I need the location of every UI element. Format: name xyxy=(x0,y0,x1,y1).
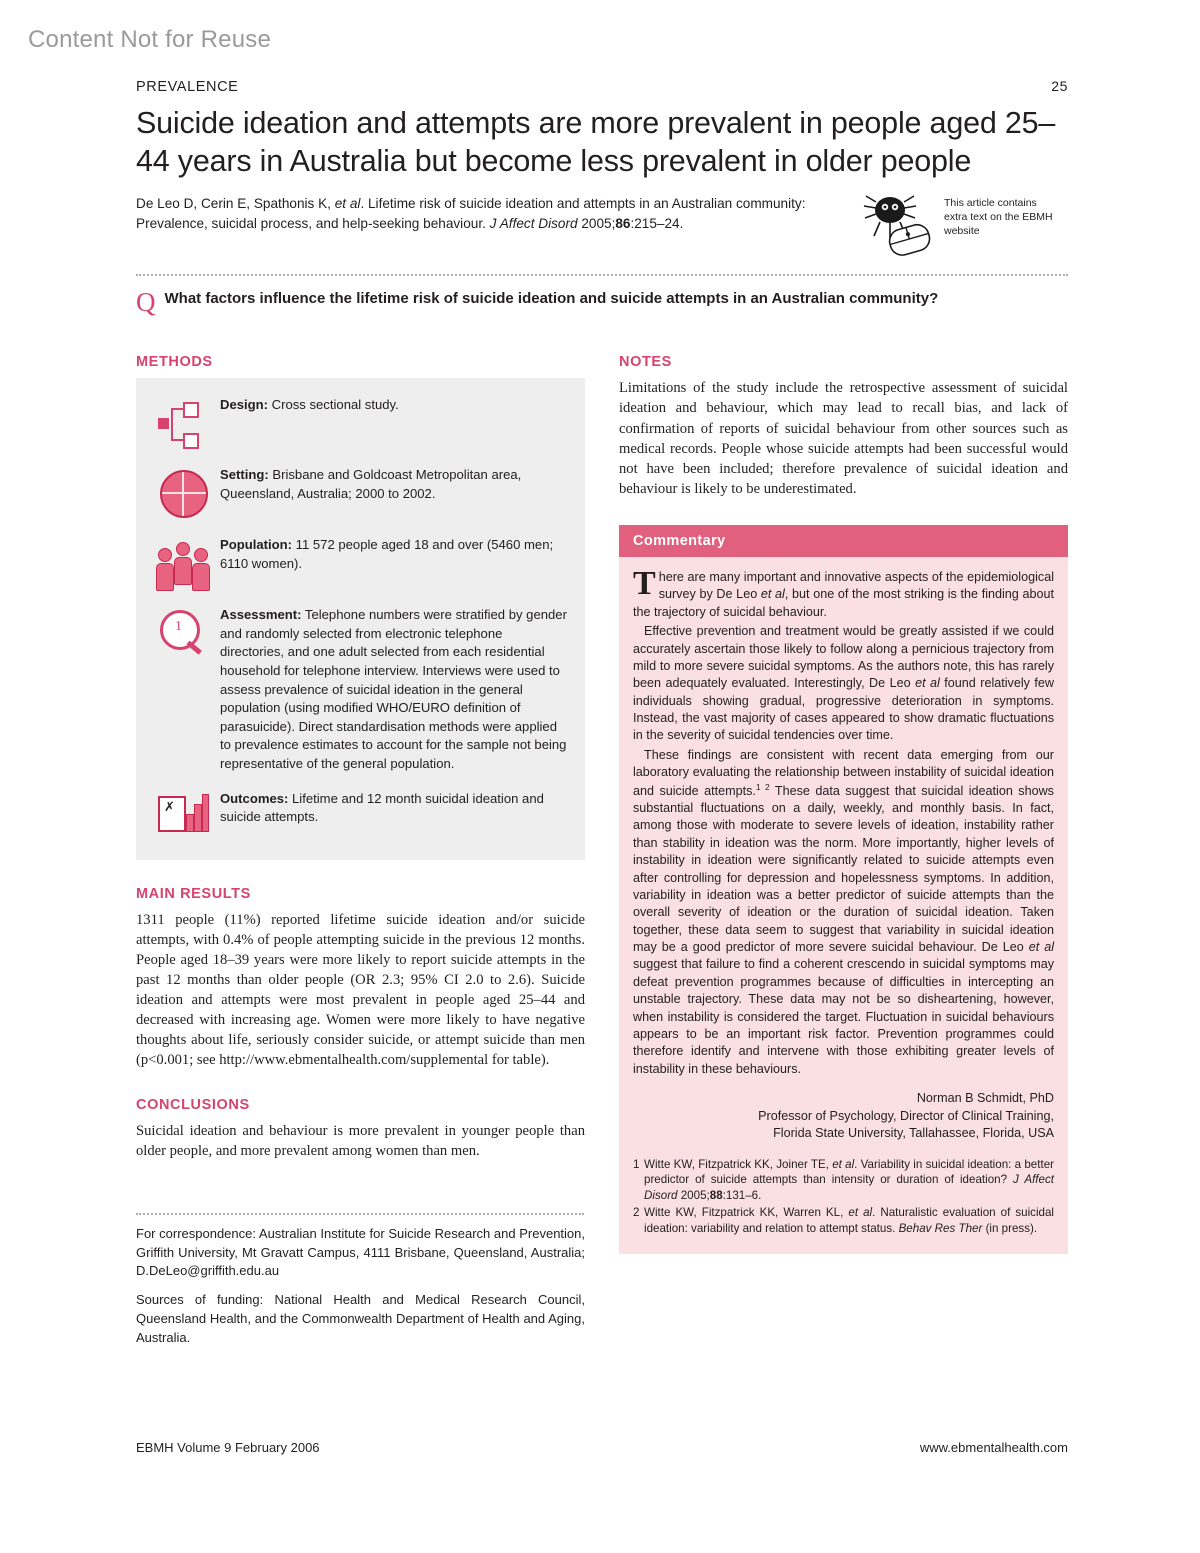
reference-authors: Witte KW, Fitzpatrick KK, Joiner TE, xyxy=(644,1157,833,1171)
commentary-paragraph-3 xyxy=(633,747,1054,1078)
drop-cap: T xyxy=(633,565,656,603)
methods-heading: METHODS xyxy=(136,354,213,371)
methods-row-assessment xyxy=(152,606,569,773)
methods-value: Lifetime and 12 month suicidal ideation and suicide attempts. xyxy=(220,790,544,825)
reference-year: 2005; xyxy=(677,1188,710,1202)
divider-dotted-top xyxy=(136,274,1068,276)
reference-item xyxy=(633,1205,1054,1236)
commentary-references xyxy=(633,1157,1054,1236)
citation-authors: De Leo D, Cerin E, Spathonis K, xyxy=(136,196,335,211)
citation-pages: :215–24. xyxy=(630,215,684,231)
signature-name: Norman B Schmidt, PhD xyxy=(916,1091,1054,1106)
methods-label: Design: xyxy=(220,397,269,413)
methods-row-population xyxy=(152,536,569,590)
reference-number: 1 xyxy=(633,1157,640,1171)
extra-content-notice xyxy=(854,194,1054,262)
footer-left: EBMH Volume 9 February 2006 xyxy=(136,1440,320,1455)
conclusions-section xyxy=(136,1097,585,1161)
methods-label: Population: xyxy=(220,537,293,553)
page-number: 25 xyxy=(1051,78,1068,94)
methods-row-outcomes xyxy=(152,790,569,844)
reference-title: . Variability in suicidal ideation: a better predictor of suicide attempts than intensity or duration of ideation? xyxy=(644,1157,1054,1187)
commentary-paragraph-2 xyxy=(633,623,1054,745)
correspondence-text: For correspondence: Australian Institute for Suicide Research and Prevention, Griffith University, Mt Gravatt Campus, 4111 Brisbane, Queensland, Australia; D.DeLeo@griffith.edu.au xyxy=(136,1225,585,1279)
citation-journal: J Affect Disord xyxy=(489,215,578,231)
people-icon xyxy=(152,536,214,590)
methods-row-design xyxy=(152,396,569,450)
main-results-section xyxy=(136,886,585,1071)
methods-row-setting xyxy=(152,466,569,520)
citation-text xyxy=(136,194,848,233)
reference-journal: J Affect Disord xyxy=(644,1173,1054,1202)
methods-row-text xyxy=(220,606,569,773)
main-results-heading: MAIN RESULTS xyxy=(136,885,251,902)
globe-icon xyxy=(152,466,214,520)
citation-year: 2005; xyxy=(577,215,616,231)
methods-row-text xyxy=(220,466,569,503)
commentary-superscript-refs: 1 2 xyxy=(755,781,770,792)
question-mark-icon: Q xyxy=(136,287,156,317)
running-head xyxy=(136,78,1068,95)
reference-year: (in press). xyxy=(982,1221,1038,1235)
commentary-p2-a: Effective prevention and treatment would be greatly assisted if we could accurately ascertain those likely to follow along a pernicious trajectory from mild to more severe suicidal symptoms. As the authors note, this has rarely been adequately evaluated. Interestingly, De Leo xyxy=(633,624,1054,691)
reference-pages: :131–6. xyxy=(722,1188,762,1202)
reference-volume: 88 xyxy=(709,1188,723,1202)
running-head-label: PREVALENCE xyxy=(136,79,239,95)
methods-value: Cross sectional study. xyxy=(268,397,399,413)
commentary-p1-etal: et al xyxy=(760,587,785,602)
article-page xyxy=(136,78,1068,1358)
methods-row-text xyxy=(220,536,569,573)
page-title: Suicide ideation and attempts are more prevalent in people aged 25–44 years in Australia but become less prevalent in older people xyxy=(136,106,1056,178)
correspondence-block xyxy=(136,1225,585,1348)
notes-heading: NOTES xyxy=(619,354,672,371)
flowchart-icon xyxy=(152,396,214,450)
reference-text xyxy=(644,1205,1054,1236)
correspondence-section xyxy=(136,1213,585,1348)
reference-authors: Witte KW, Fitzpatrick KK, Warren KL, xyxy=(644,1206,849,1220)
commentary-p3-c: suggest that failure to find a coherent crescendo in suicidal symptoms may defeat prevention programmes because of difficulties in intercepting an unstable trajectory. These data may not be so disheartening, however, when instability is considered the target. Fluctuation in suicidal behaviours appears to be an important risk factor. Prevention programmes could therefore identify and intervene with those exhibiting greater levels of instability in these behaviours. xyxy=(633,957,1054,1076)
signature-affiliation: Florida State University, Tallahassee, Florida, USA xyxy=(773,1126,1054,1141)
commentary-signature xyxy=(633,1090,1054,1143)
reference-item xyxy=(633,1157,1054,1203)
methods-value: Telephone numbers were stratified by gender and randomly selected from electronic telephone directories, and one adult selected from each residential household for telephone interview. Interviews were used to assess prevalence of suicidal ideation in the general population (using modified WHO/EURO definition of parasuicide). Direct standardisation methods were applied to prevalence estimates to account for the sample not being representative of the general population. xyxy=(220,607,567,771)
reference-title: . Naturalistic evaluation of suicidal ideation: variability and relation to attempt status. xyxy=(644,1206,1055,1235)
page-footer xyxy=(136,1440,1068,1455)
footer-right: www.ebmentalhealth.com xyxy=(919,1440,1068,1455)
reference-etal: et al xyxy=(848,1206,873,1220)
funding-text: Sources of funding: National Health and Medical Research Council, Queensland Health, and the Commonwealth Department of Health and Aging, Australia. xyxy=(136,1292,585,1345)
citation-etal: et al xyxy=(334,196,361,211)
left-column xyxy=(136,354,585,1358)
methods-label: Outcomes: xyxy=(220,790,289,806)
commentary-panel xyxy=(619,525,1068,1254)
citation-rest: . Lifetime risk of suicide ideation and attempts in an Australian community: Prevalence, suicidal process, and help-seeking behaviour. xyxy=(136,196,806,231)
methods-value: Brisbane and Goldcoast Metropolitan area, Queensland, Australia; 2000 to 2002. xyxy=(220,467,522,501)
watermark-text: Content Not for Reuse xyxy=(28,26,271,53)
commentary-p3-etal: et al xyxy=(1028,940,1054,955)
citation-block xyxy=(136,194,1068,262)
commentary-heading: Commentary xyxy=(619,525,1068,557)
methods-row-text xyxy=(220,790,569,827)
commentary-p1-b: , but one of the most striking is the finding about the trajectory of suicidal behaviour. xyxy=(633,587,1054,619)
outcomes-chart-icon xyxy=(152,790,214,844)
commentary-body xyxy=(619,557,1068,1254)
question-text: What factors influence the lifetime risk of suicide ideation and suicide attempts in an Australian community? xyxy=(164,290,939,307)
citation-volume: 86 xyxy=(615,215,631,231)
main-results-text: 1311 people (11%) reported lifetime suicide ideation and/or suicide attempts, with 0.4% of people attempting suicide in the previous 12 months. People aged 18–39 years were more likely to report suicide attempts in the past 12 months than older people (OR 2.3; 95% CI 2.0 to 2.6). Suicide ideation and attempts were most prevalent in people aged 25–44 and decreased with increasing age. Women were more likely to have negative thoughts about life, seriously consider suicide, or attempt suicide than men (p<0.001; see http://www.ebmentalhealth.com/supplemental for table). xyxy=(136,911,585,1069)
notes-text: Limitations of the study include the retrospective assessment of suicidal ideation and behaviour, which may lead to recall bias, and lack of confirmation of reports of suicidal behaviour from other sources such as medical records. People whose suicide attempts had been successful would not have been included; therefore prevalence of suicidal ideation and behaviour is likely to be underestimated. xyxy=(619,380,1068,497)
signature-role: Professor of Psychology, Director of Clinical Training, xyxy=(758,1108,1054,1123)
research-question xyxy=(136,287,1068,317)
methods-box xyxy=(136,378,585,859)
right-column xyxy=(619,354,1068,1358)
two-column-body xyxy=(136,354,1068,1358)
commentary-p2-etal: et al xyxy=(915,676,940,691)
commentary-p2-b: found relatively few individuals showing gradual, progressive deterioration in symptoms. Instead, the vast majority of cases appeared to show dramatic fluctuations in the severity of suicidal tendencies over time. xyxy=(633,676,1054,743)
computer-mouse-icon xyxy=(854,194,940,262)
magnifier-icon xyxy=(152,606,214,660)
commentary-p3-b: These data suggest that suicidal ideation shows substantial fluctuations on a daily, weekly, and monthly basis. In fact, among those with moderate to severe levels of ideation, instability rather than stability in ideation was the norm. More importantly, higher levels of instability in ideation were significantly related to suicide attempts even after controlling for depression and hopelessness symptoms. In addition, variability in ideation was a better predictor of suicide attempts than the overall severity of ideation or the duration of suicidal ideation. Taken together, these data seem to suggest that variability in suicidal ideation may be a good predictor of more severe suicidal behaviour. De Leo xyxy=(633,783,1054,955)
commentary-p1-a: here are many important and innovative aspects of the epidemiological survey by De Leo xyxy=(658,570,1054,602)
reference-text xyxy=(644,1157,1054,1203)
methods-value: 11 572 people aged 18 and over (5460 men; 6110 women). xyxy=(220,537,554,571)
methods-row-text xyxy=(220,396,399,415)
reference-journal: Behav Res Ther xyxy=(898,1221,983,1235)
conclusions-text: Suicidal ideation and behaviour is more prevalent in younger people than older people, and more prevalent among women than men. xyxy=(136,1122,585,1159)
reference-etal: et al xyxy=(832,1157,855,1171)
conclusions-heading: CONCLUSIONS xyxy=(136,1096,250,1113)
extra-content-text: This article contains extra text on the EBMH website xyxy=(944,197,1053,238)
commentary-p3-a: These findings are consistent with recent data emerging from our laboratory evaluating the relationship between instability of suicidal ideation and suicide attempts. xyxy=(633,747,1054,798)
reference-number: 2 xyxy=(633,1206,640,1220)
methods-label: Setting: xyxy=(220,467,269,483)
methods-label: Assessment: xyxy=(220,607,302,623)
commentary-paragraph-1 xyxy=(633,565,1054,621)
